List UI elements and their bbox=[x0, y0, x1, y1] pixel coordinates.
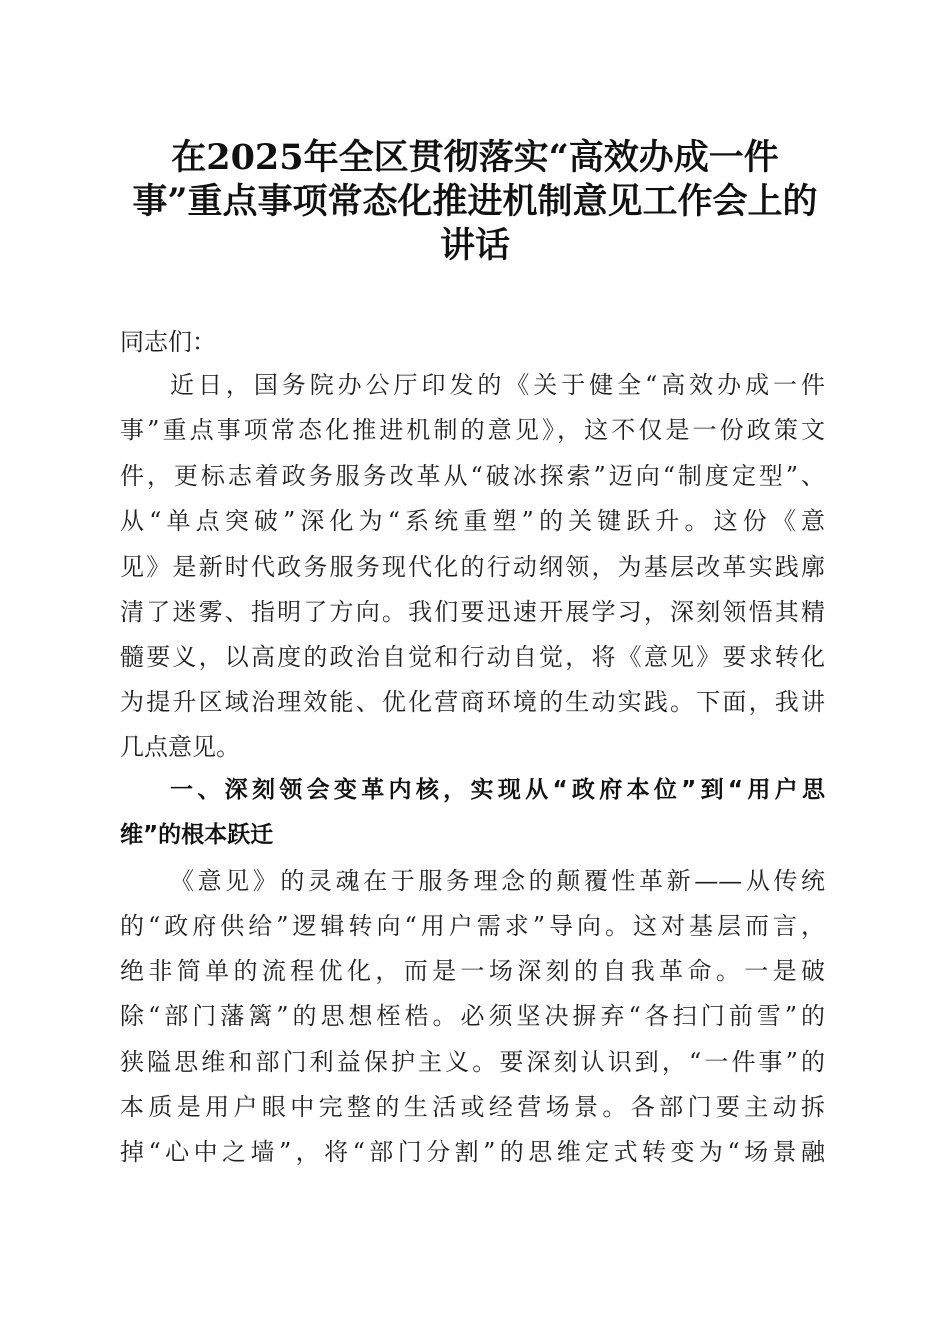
paragraph-2-line: 掉“心中之墙”，将“部门分割”的思维定式转变为“场景融 bbox=[120, 1138, 825, 1166]
paragraph-1-line: 近日，国务院办公厅印发的《关于健全“高效办成一件 bbox=[170, 371, 825, 399]
paragraph-1-line: 从“单点突破”深化为“系统重塑”的关键跃升。这份《意 bbox=[120, 507, 825, 535]
paragraph-2-line: 狭隘思维和部门利益保护主义。要深刻认识到，“一件事”的 bbox=[120, 1048, 825, 1076]
section-1-heading-line: 维”的根本跃迁 bbox=[120, 822, 274, 848]
paragraph-2-line: 的“政府供给”逻辑转向“用户需求”导向。这对基层而言， bbox=[120, 912, 825, 940]
paragraph-1-line: 髓要义，以高度的政治自觉和行动自觉，将《意见》要求转化 bbox=[120, 643, 825, 671]
paragraph-1-line: 见》是新时代政务服务现代化的行动纲领，为基层改革实践廓 bbox=[120, 553, 825, 581]
salutation: 同志们： bbox=[120, 328, 216, 356]
document-title-line-3: 讲话 bbox=[439, 225, 510, 266]
section-1-heading-line: 一、深刻领会变革内核，实现从“政府本位”到“用户思 bbox=[170, 777, 825, 803]
paragraph-1-line: 为提升区域治理效能、优化营商环境的生动实践。下面，我讲 bbox=[120, 688, 825, 716]
paragraph-2-line: 除“部门藩篱”的思想桎梏。必须坚决摒弃“各扫门前雪”的 bbox=[120, 1002, 825, 1030]
paragraph-1-line: 事”重点事项常态化推进机制的意见》，这不仅是一份政策文 bbox=[120, 416, 825, 444]
document-title-line-1: 在2025年全区贯彻落实“高效办成一件 bbox=[171, 137, 779, 178]
paragraph-2-line: 《意见》的灵魂在于服务理念的颠覆性革新——从传统 bbox=[170, 867, 825, 895]
paragraph-2-line: 本质是用户眼中完整的生活或经营场景。各部门要主动拆 bbox=[120, 1093, 825, 1121]
paragraph-1-line: 件，更标志着政务服务改革从“破冰探索”迈向“制度定型”、 bbox=[120, 462, 825, 490]
paragraph-1-line: 清了迷雾、指明了方向。我们要迅速开展学习，深刻领悟其精 bbox=[120, 598, 825, 626]
document-title-line-2: 事”重点事项常态化推进机制意见工作会上的 bbox=[132, 181, 818, 222]
paragraph-1-line: 几点意见。 bbox=[120, 733, 240, 761]
paragraph-2-line: 绝非简单的流程优化，而是一场深刻的自我革命。一是破 bbox=[120, 957, 825, 985]
